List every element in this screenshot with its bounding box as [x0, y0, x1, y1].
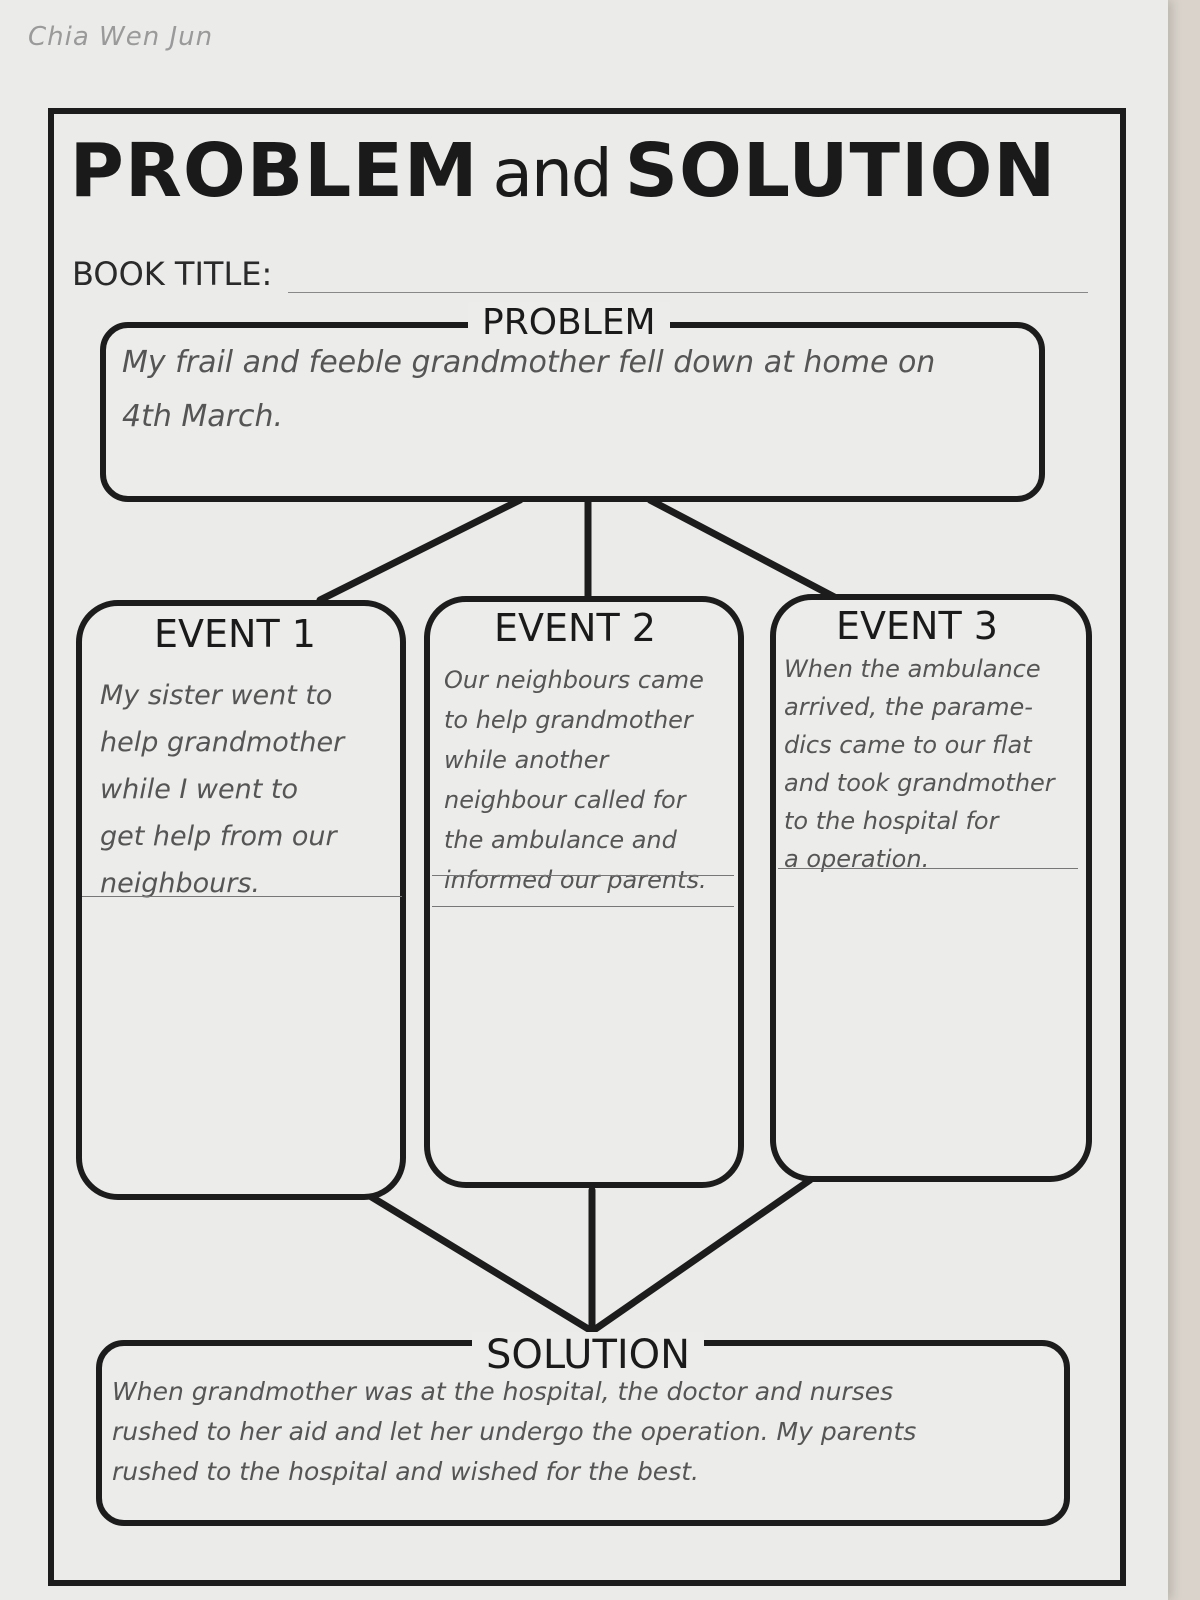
solution-answer[interactable]: When grandmother was at the hospital, the doctor and nurses rushed to her aid and let her undergo the operation. My parents rushed to the hospital and wished for the best. [112, 1377, 917, 1486]
event-1-label: EVENT 1 [154, 612, 316, 656]
event-1-answer[interactable]: My sister went to help grandmother while I went to get help from our neighbours. [100, 680, 345, 899]
event-3-label: EVENT 3 [836, 604, 998, 648]
problem-label: PROBLEM [468, 302, 670, 343]
event-2-answer[interactable]: Our neighbours came to help grandmother while another neighbour called for the ambulance and informed our parents. [444, 666, 707, 894]
problem-answer[interactable]: My frail and feeble grandmother fell down at home on 4th March. [122, 345, 936, 434]
title-and: and [492, 135, 611, 212]
solution-label: SOLUTION [472, 1332, 704, 1378]
event-2-answer-line-1 [432, 875, 734, 876]
student-name-handwritten: Chia Wen Jun [28, 22, 214, 52]
title-problem: PROBLEM [69, 128, 479, 214]
event-1-answer-line [82, 896, 402, 897]
event-3-answer[interactable]: When the ambulance arrived, the parame- dics came to our flat and took grandmother to the hospital for a operation. [784, 655, 1055, 873]
event-2-label: EVENT 2 [494, 606, 656, 650]
event-2-answer-line-2 [432, 906, 734, 907]
title-solution: SOLUTION [624, 128, 1057, 214]
book-title-label: BOOK TITLE: [72, 255, 273, 293]
event-3-answer-line [778, 868, 1078, 869]
